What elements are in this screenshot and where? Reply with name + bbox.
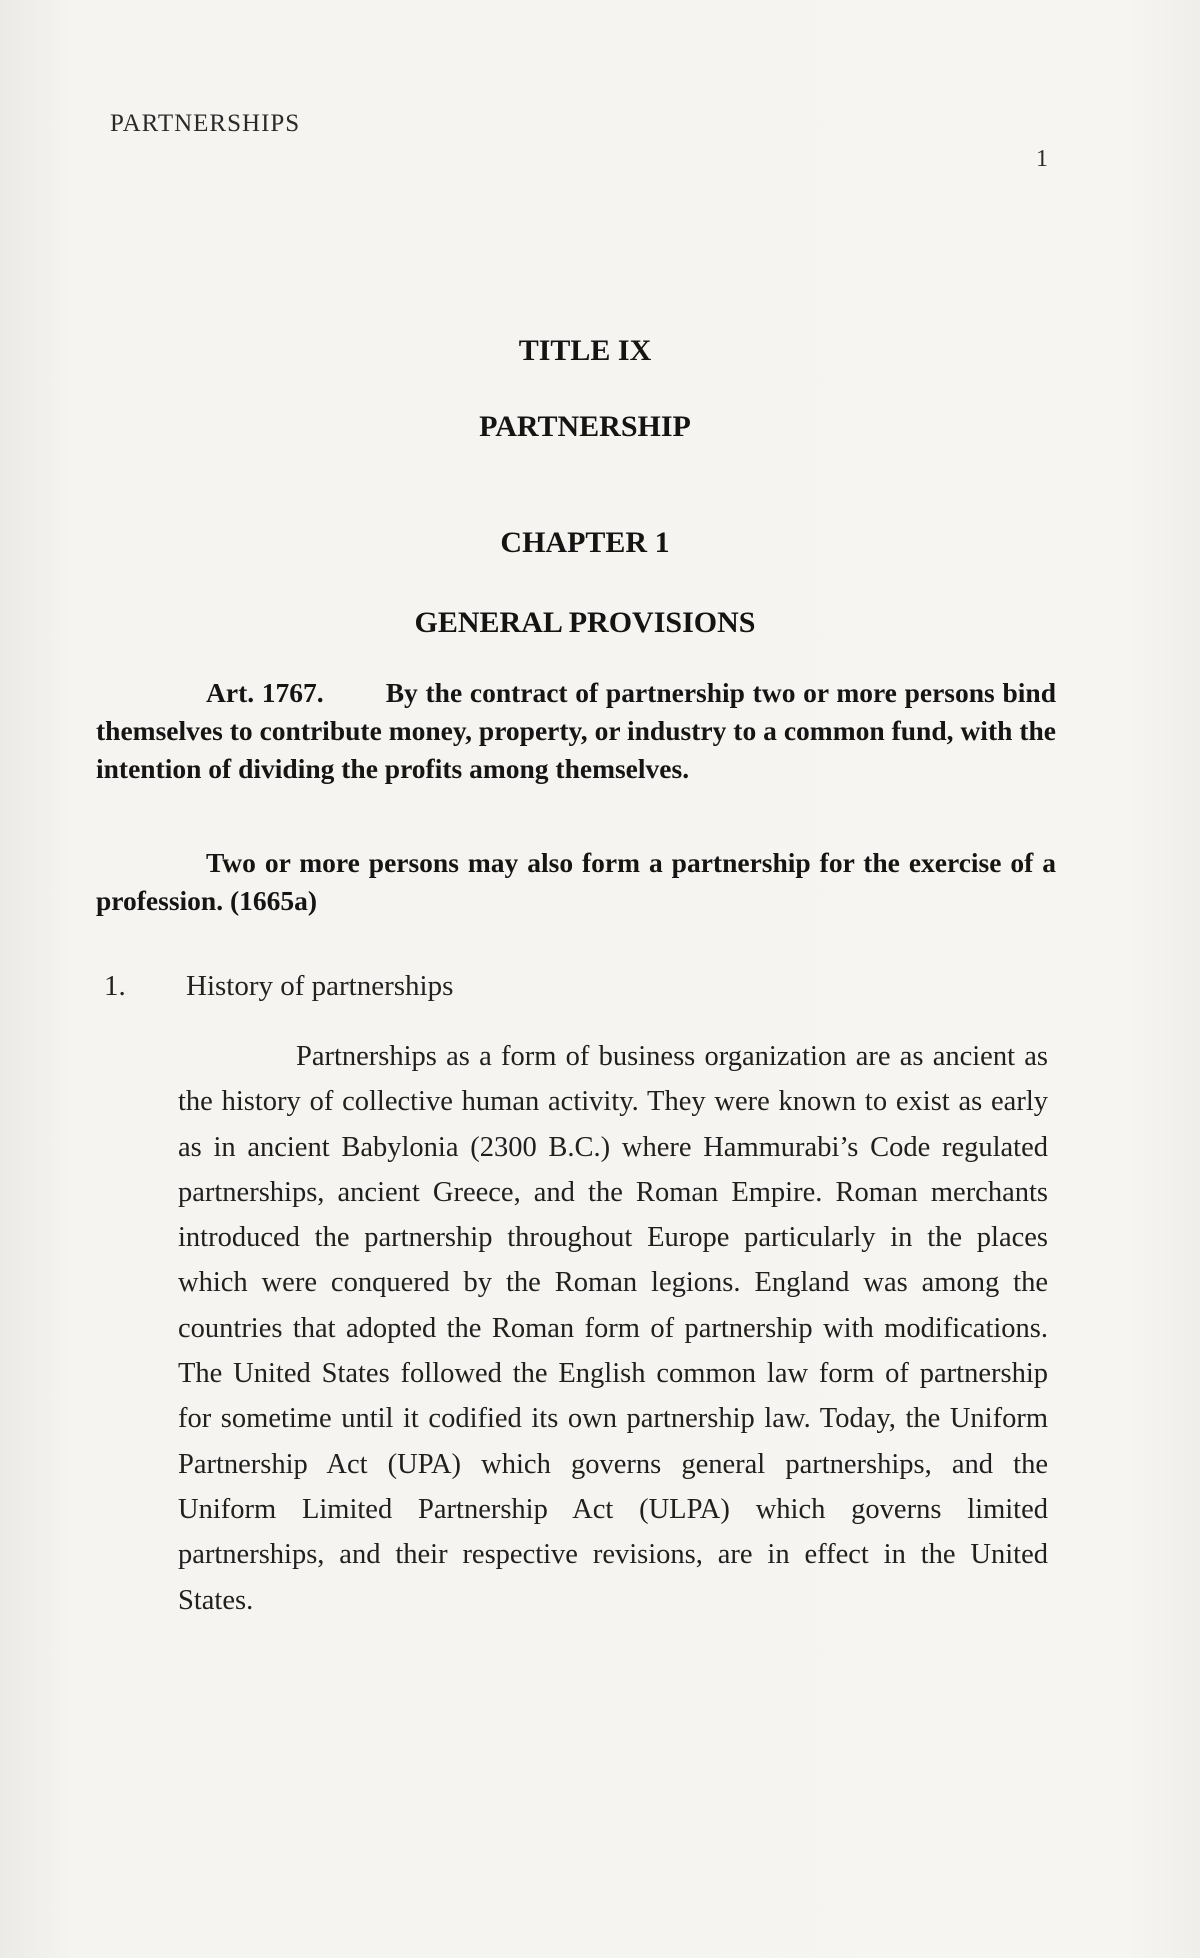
chapter-heading: CHAPTER 1 [500, 526, 670, 559]
page-number: 1 [1036, 146, 1048, 172]
section-body [178, 1034, 1048, 1623]
section-heading [104, 970, 453, 1003]
article-paragraph-1 [96, 674, 1056, 788]
running-head: PARTNERSHIPS [110, 110, 301, 137]
general-provisions-heading: GENERAL PROVISIONS [414, 606, 756, 639]
title-heading: TITLE IX [518, 334, 652, 367]
article-number: Art. 1767. [206, 677, 324, 708]
section-title: History of partnerships [186, 970, 454, 1002]
article-paragraph-2 [96, 844, 1056, 920]
article-text-2: Two or more persons may also form a partnership for the exercise of a profession. (1665a) [96, 847, 1056, 916]
section-body-text: Partnerships as a form of business organization are as ancient as the history of collective human activity. They were known to exist as early as in ancient Babylonia (2300 B.C.) where Hammurabi’s Code regulated partnerships, ancient Greece, and the Roman Empire. Roman merchants introduced the partnership throughout Europe particularly in the places which were conquered by the Roman legions. England was among the countries that adopted the Roman form of partnership with modifications. The United States followed the English common law form of partnership for sometime until it codified its own partnership law. Today, the Uniform Partnership Act (UPA) which governs general partnerships, and the Uniform Limited Partnership Act (ULPA) which governs limited partnerships, and their respective revisions, are in effect in the United States. [178, 1041, 1048, 1616]
part-heading: PARTNERSHIP [479, 410, 691, 443]
article-text-1: By the contract of partnership two or more persons bind themselves to contribute money, property, or industry to a common fund, with the intention of dividing the profits among themselves. [96, 677, 1056, 784]
section-number: 1. [104, 970, 126, 1002]
